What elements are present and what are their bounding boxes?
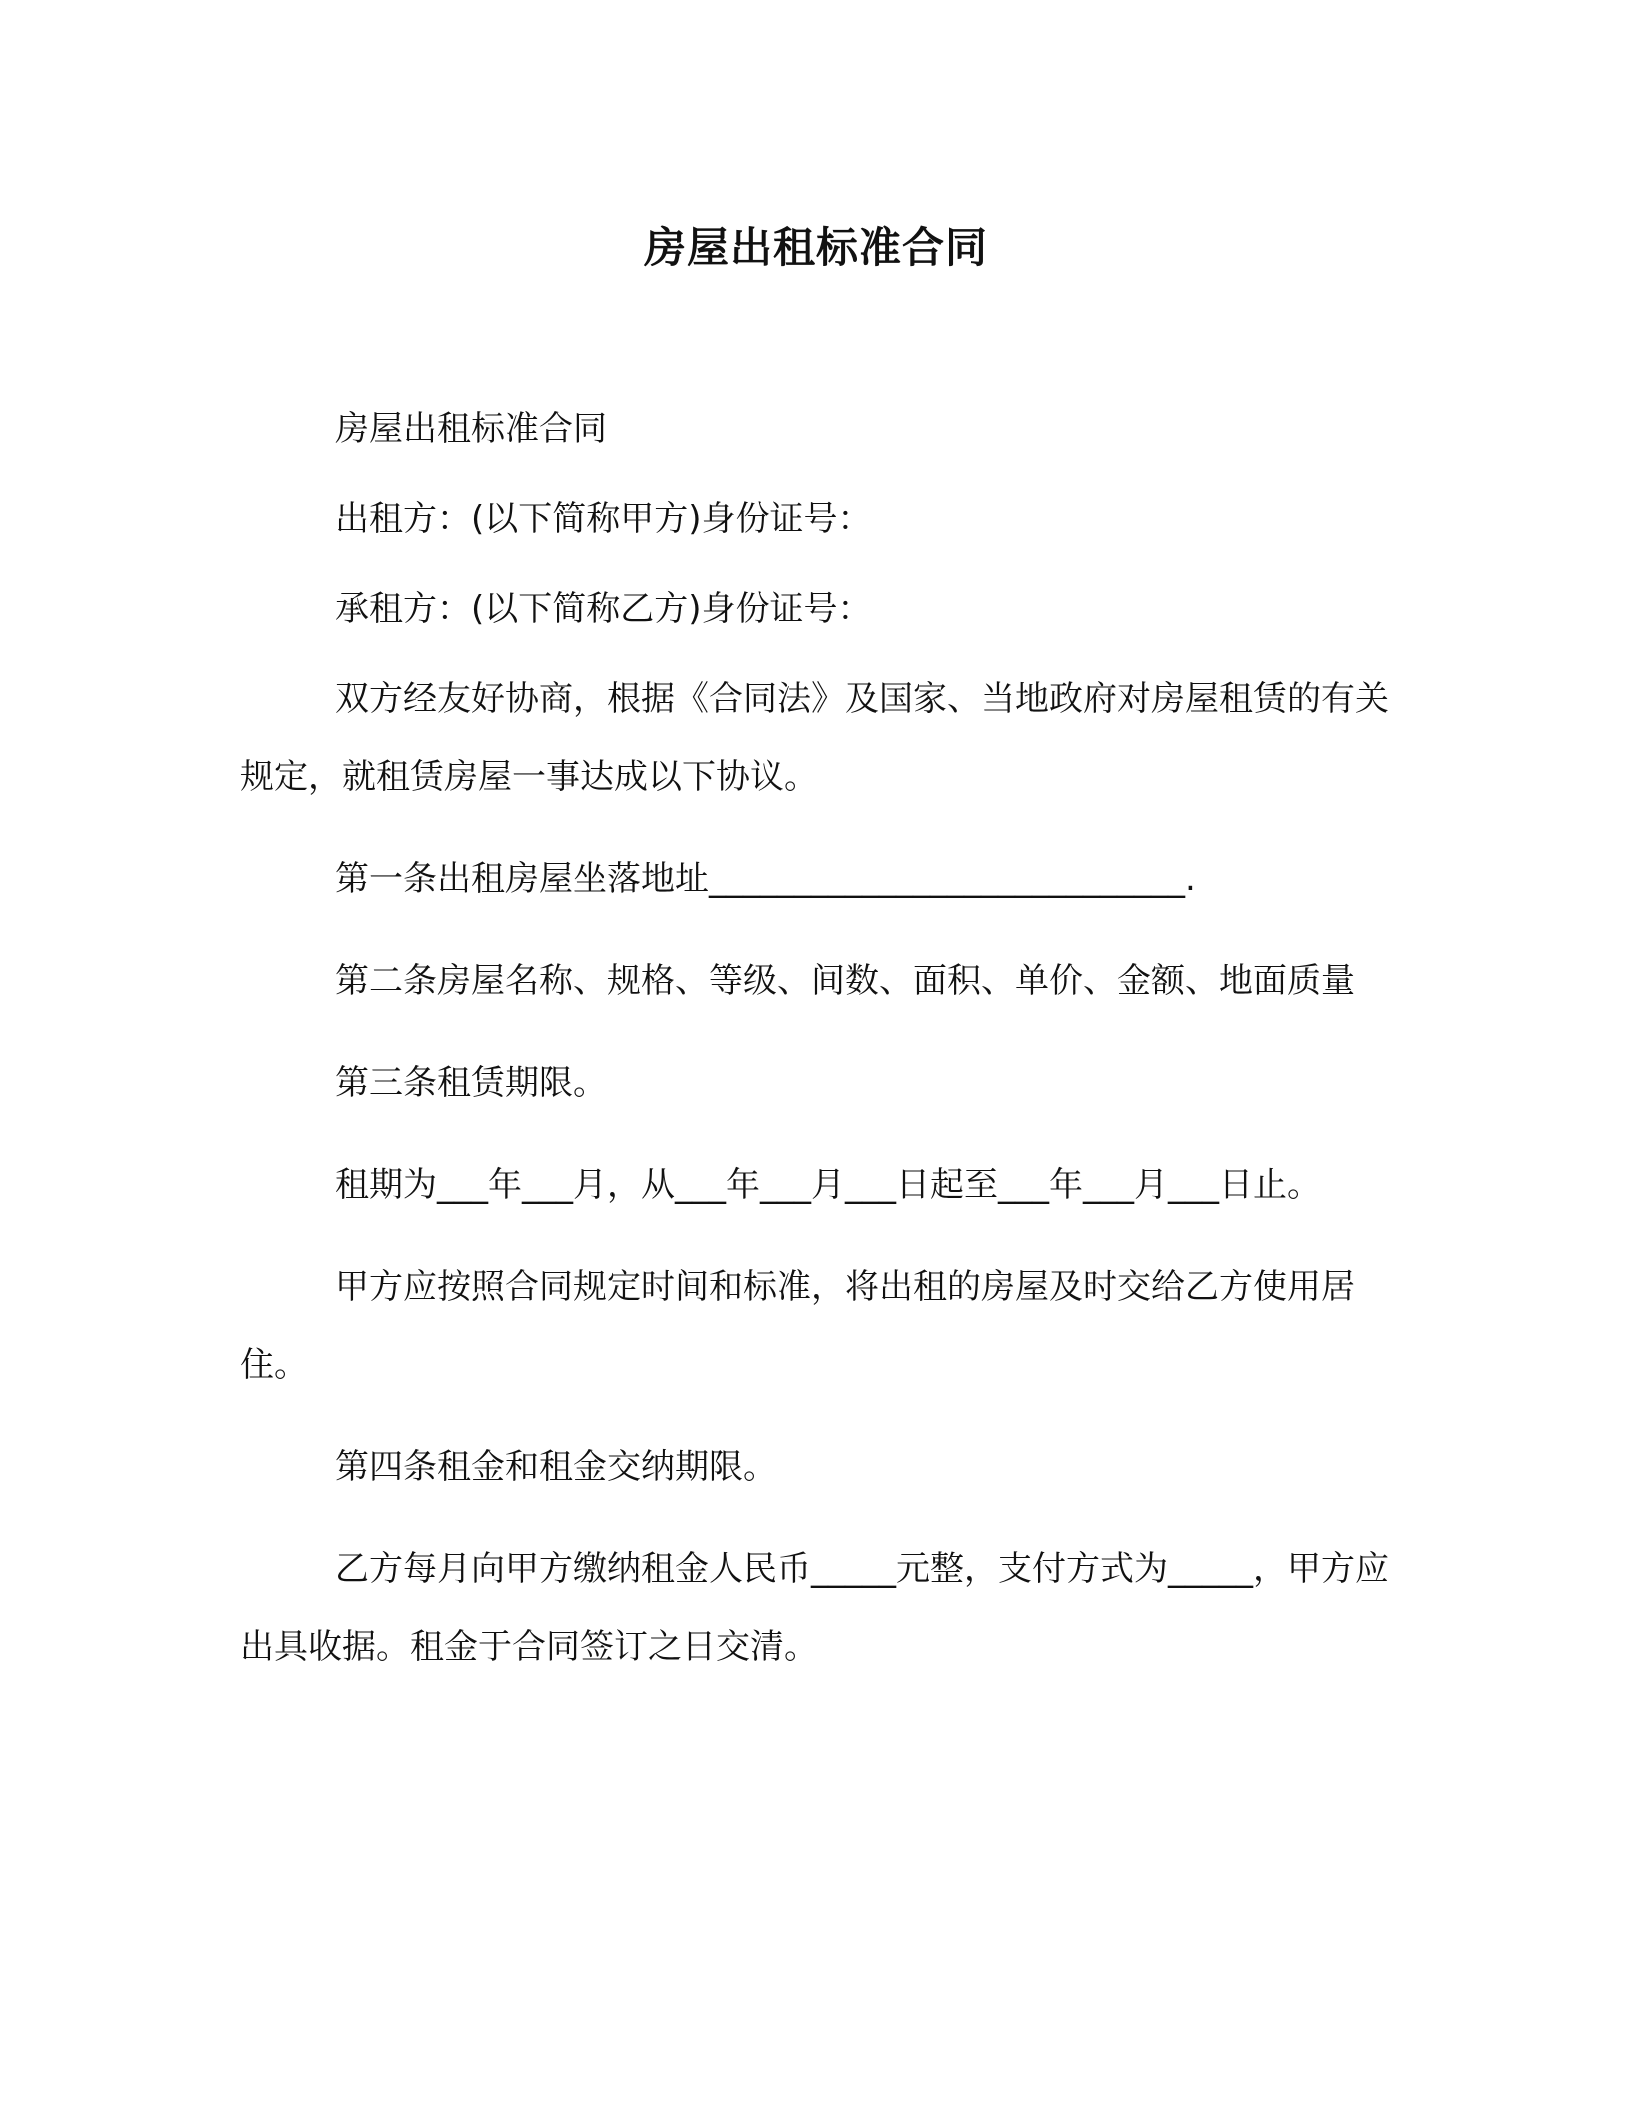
paragraph-rent-payment: 乙方每月向甲方缴纳租金人民币_____元整，支付方式为_____，甲方应出具收据。租金于合同签订之日交清。 [240,1549,1389,1667]
paragraph-article-3: 第三条租赁期限。 [335,1063,607,1103]
paragraph-lessor: 出租方：(以下简称甲方)身份证号： [335,499,872,539]
page-title: 房屋出租标准合同 [643,223,988,272]
paragraph-article-1: 第一条出租房屋坐落地址____________________________. [335,859,1196,899]
paragraph-delivery: 甲方应按照合同规定时间和标准，将出租的房屋及时交给乙方使用居住。 [240,1267,1355,1385]
paragraph-lessee: 承租方：(以下简称乙方)身份证号： [335,589,872,629]
paragraph-article-2: 第二条房屋名称、规格、等级、间数、面积、单价、金额、地面质量 [335,961,1355,1001]
paragraph-article-4: 第四条租金和租金交纳期限。 [335,1447,777,1487]
paragraph-lease-term: 租期为___年___月，从___年___月___日起至___年___月___日止。 [335,1165,1321,1205]
paragraph-agreement-intro: 双方经友好协商，根据《合同法》及国家、当地政府对房屋租赁的有关规定，就租赁房屋一事达成以下协议。 [240,679,1389,797]
paragraph-heading: 房屋出租标准合同 [335,409,607,449]
document-body [240,390,1392,1710]
